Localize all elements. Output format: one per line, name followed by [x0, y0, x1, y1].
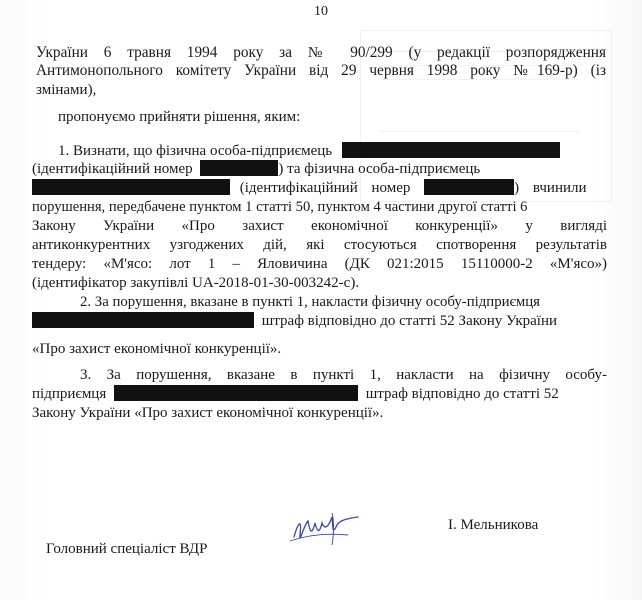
item2-line-3: «Про захист економічної конкуренції». [32, 341, 282, 357]
signer-position: Головний спеціаліст ВДР [46, 541, 208, 557]
item2-text: штраф відповідно до статті 52 Закону України [261, 313, 558, 329]
redaction [342, 142, 560, 158]
item1-line-3 [32, 179, 606, 197]
page-number: 10 [314, 4, 328, 19]
item2-line-2 [32, 312, 557, 330]
item2-line-1: 2. За порушення, вказане в пункті 1, накласти фізичну особу-підприємця [80, 294, 540, 310]
intro-line-1: України 6 травня 1994 року за № 90/299 (у редакції розпорядження [36, 44, 606, 61]
redaction [114, 385, 358, 401]
intro-line-2: Антимонопольного комітету України від 29 червня 1998 року №169-р) (із [36, 62, 606, 79]
item1-line-8: (ідентифікатор закупівлі UA-2018-01-30-003242-с). [32, 275, 360, 291]
item1-text: (ідентифікаційний номер [239, 180, 411, 196]
propose-line: пропонуємо прийняти рішення, яким: [58, 109, 301, 125]
item1-text: (ідентифікаційний номер [32, 161, 193, 177]
intro-line-3: змінами), [36, 82, 97, 98]
item1-line-6: антиконкурентних узгоджених дій, які стосуються спотворення результатів [32, 237, 607, 253]
item1-line-1 [58, 142, 608, 160]
item3-text: штраф відповідно до статті 52 [365, 386, 559, 402]
item1-text: ) та фізична особа-підприємець [278, 161, 481, 177]
redaction [32, 312, 254, 328]
item1-line-2 [32, 160, 480, 178]
handwritten-signature [288, 505, 368, 555]
item3-text: підприємця [32, 386, 107, 402]
redaction [32, 179, 230, 195]
item3-line-2 [32, 385, 559, 403]
item3-line-1: 3. За порушення, вказане в пункті 1, накласти на фізичну особу- [80, 367, 607, 383]
item1-line-7: тендеру: «М'ясо: лот 1 – Яловичина (ДК 021:2015 15110000-2 «М'ясо») [32, 256, 607, 272]
redaction [424, 179, 514, 195]
redaction [200, 160, 278, 176]
item1-text: ) вчинили [514, 180, 587, 196]
item3-line-3: Закону України «Про захист економічної конкуренції». [32, 405, 384, 421]
item1-line-5: Закону України «Про захист економічної конкуренції» у вигляді [32, 218, 607, 234]
item1-line-4: порушення, передбачене пунктом 1 статті 50, пунктом 4 частини другої статті 6 [32, 199, 528, 215]
item1-text: 1. Визнати, що фізична особа-підприємець [58, 143, 333, 159]
signer-name: І. Мельникова [448, 517, 539, 533]
